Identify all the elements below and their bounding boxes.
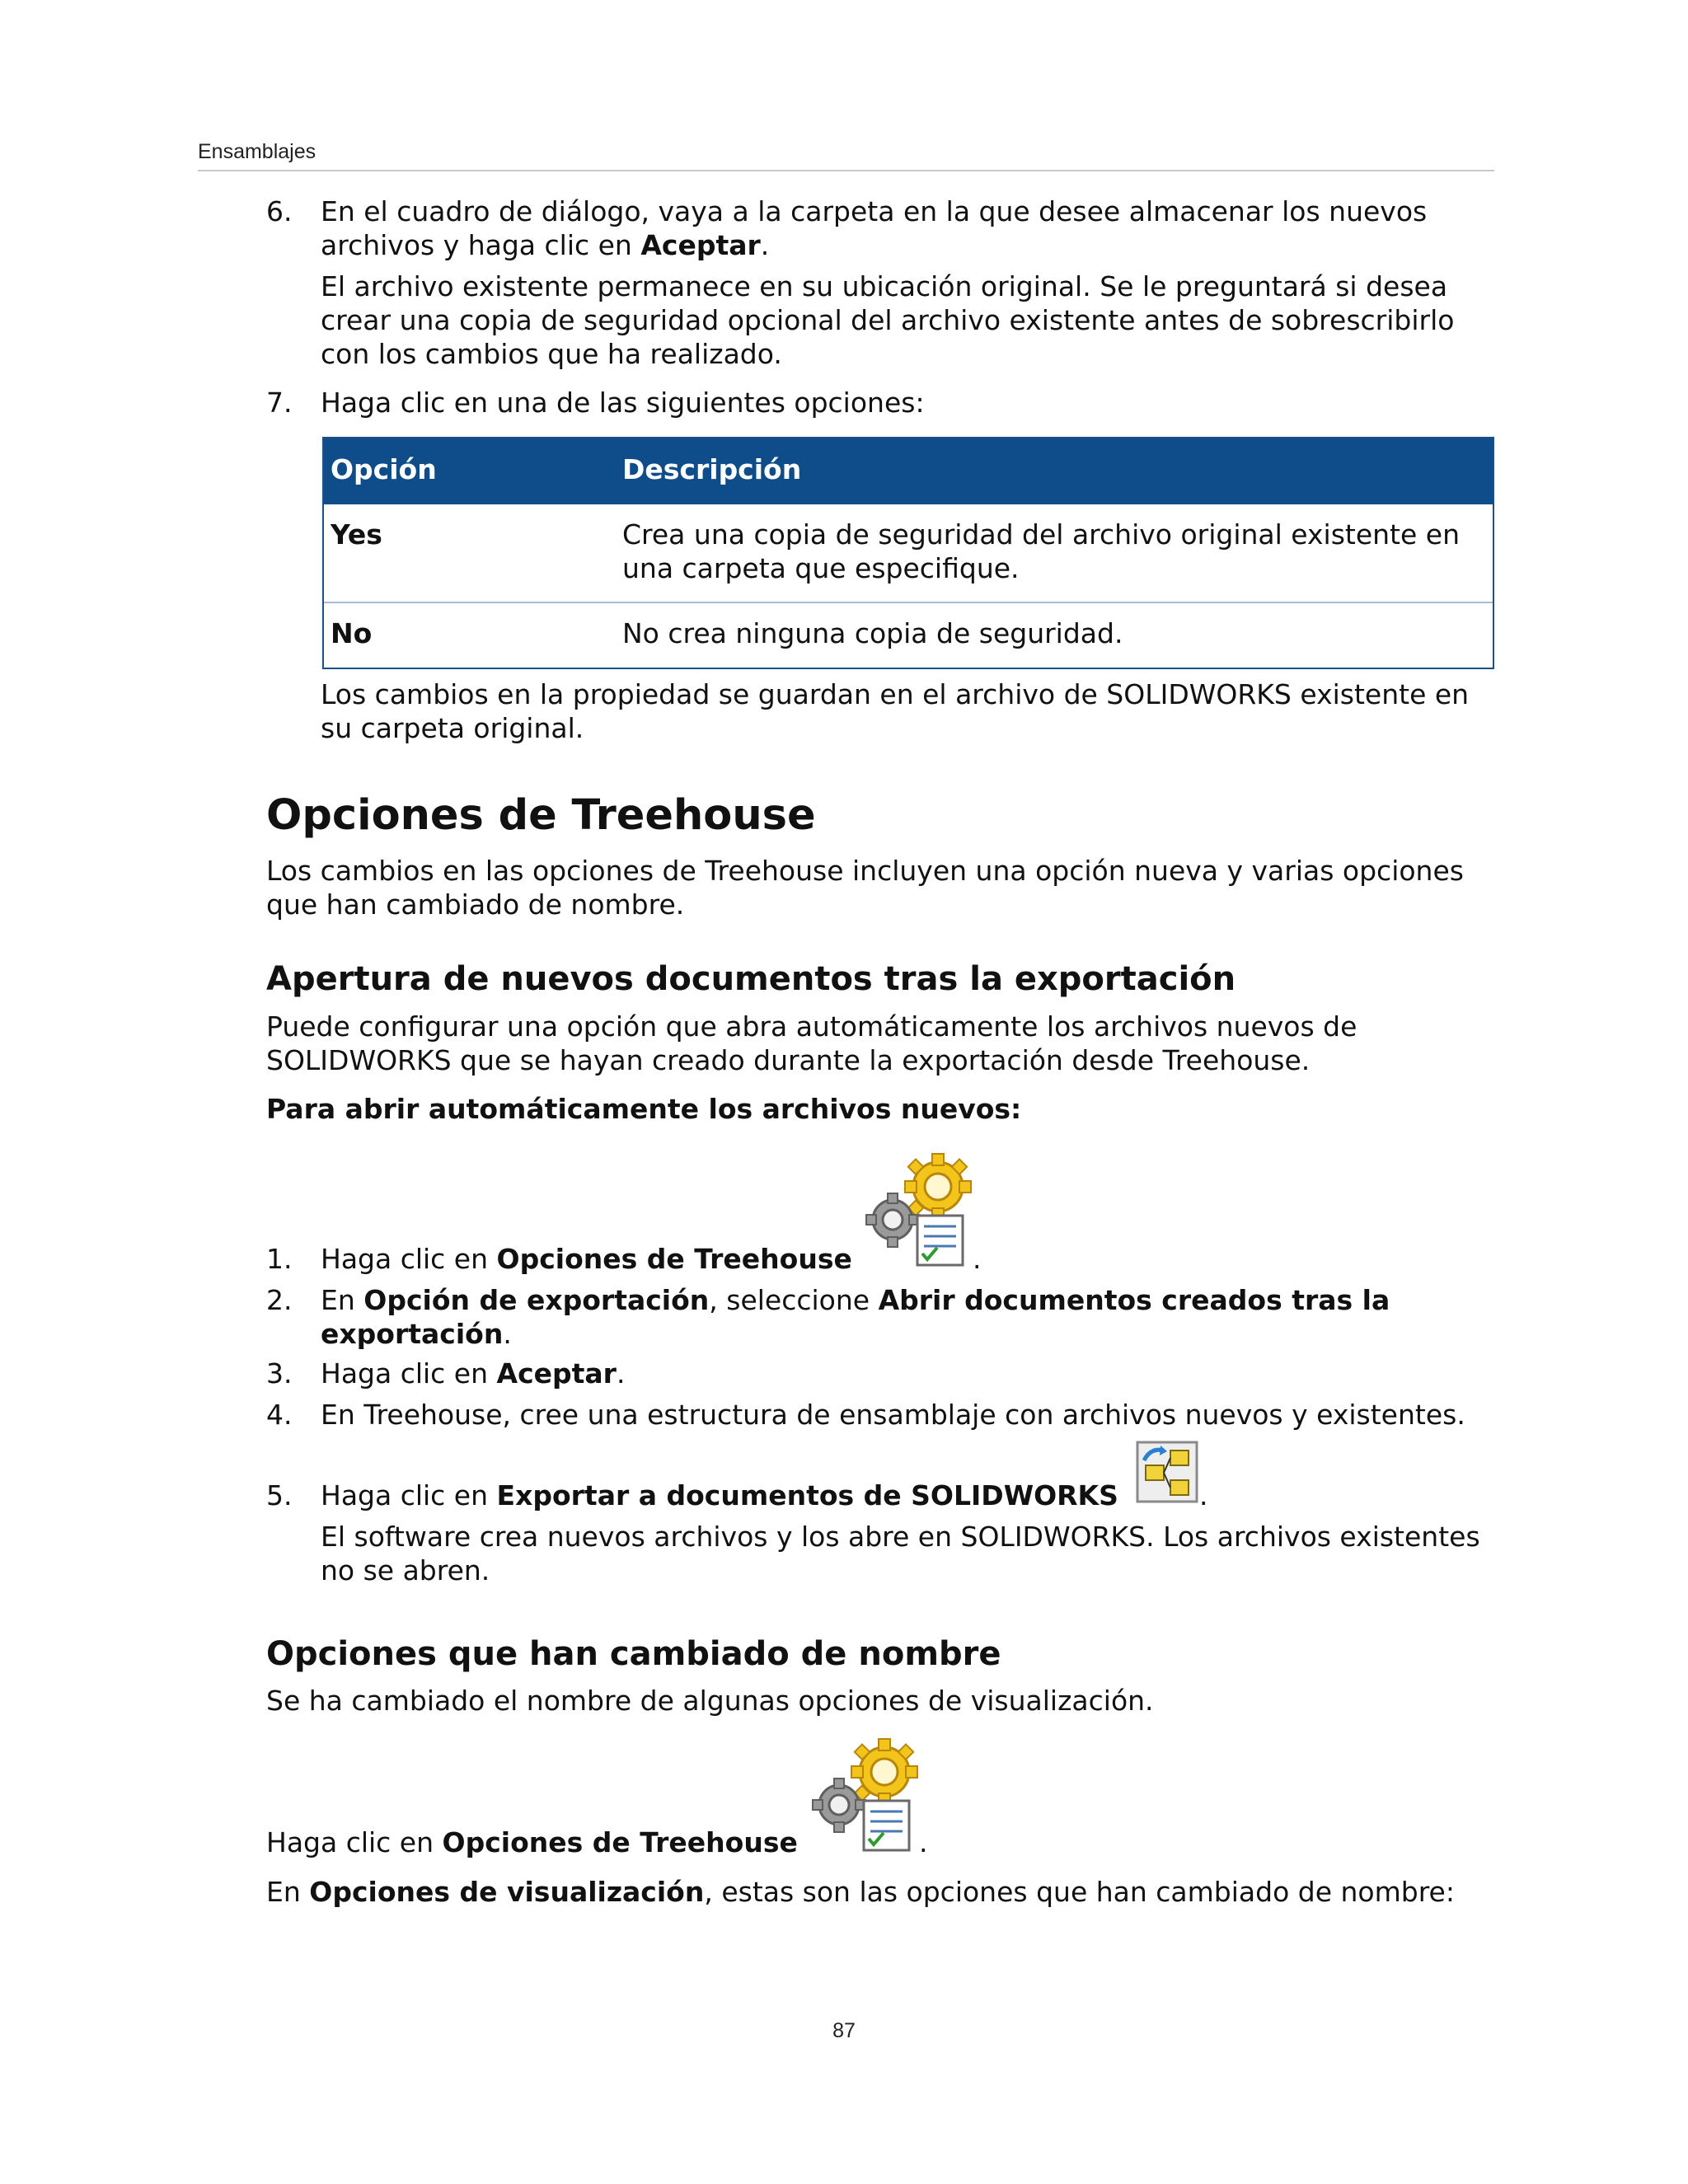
section1-l1: Los cambios en las opciones de Treehouse incluyen una opción nueva y varias opciones — [266, 855, 1464, 887]
step-6-line1: En el cuadro de diálogo, vaya a la carpeta en la que desee almacenar los nuevos — [321, 195, 1428, 227]
step-2-line1: En Opción de exportación, seleccione Abrir documentos creados tras la — [321, 1284, 1390, 1316]
table-cell-option: Yes — [331, 518, 382, 551]
step-6-note-l2: crear una copia de seguridad opcional del archivo existente antes de sobrescribirlo — [321, 304, 1455, 336]
section2-l2: SOLIDWORKS que se hayan creado durante la exportación desde Treehouse. — [266, 1044, 1311, 1076]
step-3-text: Haga clic en Aceptar. — [321, 1357, 626, 1390]
click-options-text: Haga clic en Opciones de Treehouse — [266, 1826, 798, 1858]
step-6-number: 6. — [266, 195, 293, 227]
treehouse-options-icon — [808, 1735, 919, 1854]
table-header — [324, 438, 1493, 504]
step-4-number: 4. — [266, 1399, 293, 1431]
step-2-number: 2. — [266, 1284, 293, 1316]
display-options-text: En Opciones de visualización, estas son las opciones que han cambiado de nombre: — [266, 1876, 1455, 1908]
procedure-title: Para abrir automáticamente los archivos nuevos: — [266, 1093, 1022, 1125]
click-options-period: . — [919, 1826, 928, 1858]
step-5-text: Haga clic en Exportar a documentos de SOLIDWORKS — [321, 1479, 1118, 1511]
section2-l1: Puede configurar una opción que abra automáticamente los archivos nuevos de — [266, 1010, 1357, 1043]
step-5-note-l1: El software crea nuevos archivos y los abre en SOLIDWORKS. Los archivos existentes — [321, 1521, 1480, 1553]
table-header-description: Descripción — [622, 453, 802, 485]
export-solidworks-icon — [1136, 1441, 1198, 1503]
section3-l1: Se ha cambiado el nombre de algunas opciones de visualización. — [266, 1685, 1154, 1717]
step-3-number: 3. — [266, 1357, 293, 1390]
step-1-text: Haga clic en Opciones de Treehouse — [321, 1243, 852, 1275]
page-number: 87 — [832, 2019, 856, 2042]
step-6-line2: archivos y haga clic en Aceptar. — [321, 229, 770, 261]
after-table-l1: Los cambios en la propiedad se guardan en el archivo de SOLIDWORKS existente en — [321, 678, 1470, 710]
step-2-line2: exportación. — [321, 1318, 512, 1350]
treehouse-options-icon — [861, 1150, 973, 1269]
table-cell-desc-l2: una carpeta que especifique. — [622, 552, 1020, 584]
step-7-number: 7. — [266, 387, 293, 419]
table-row — [324, 504, 1493, 602]
step-6-note-l1: El archivo existente permanece en su ubicación original. Se le preguntará si desea — [321, 270, 1448, 302]
step-6-note-l3: con los cambios que ha realizado. — [321, 338, 782, 370]
step-5-note-l2: no se abren. — [321, 1554, 490, 1586]
header-rule — [198, 170, 1494, 171]
section-title-renamed-options: Opciones que han cambiado de nombre — [266, 1635, 1001, 1673]
table-cell-desc-l1: Crea una copia de seguridad del archivo original existente en — [622, 518, 1461, 551]
table-header-option: Opción — [331, 453, 437, 485]
options-table — [322, 437, 1494, 669]
after-table-l2: su carpeta original. — [321, 712, 584, 744]
table-row — [324, 602, 1493, 668]
step-7-text: Haga clic en una de las siguientes opciones: — [321, 387, 925, 419]
section1-l2: que han cambiado de nombre. — [266, 888, 685, 921]
table-cell-desc-l1: No crea ninguna copia de seguridad. — [622, 617, 1123, 649]
step-1-number: 1. — [266, 1243, 293, 1275]
section-title-treehouse-options: Opciones de Treehouse — [266, 791, 816, 840]
step-1-period: . — [973, 1243, 982, 1275]
step-5-number: 5. — [266, 1479, 293, 1511]
table-cell-option: No — [331, 617, 373, 649]
step-4-text: En Treehouse, cree una estructura de ensamblaje con archivos nuevos y existentes. — [321, 1399, 1465, 1431]
running-header: Ensamblajes — [198, 140, 316, 163]
step-5-period: . — [1199, 1479, 1208, 1511]
section-title-open-new-docs: Apertura de nuevos documentos tras la exportación — [266, 960, 1236, 998]
